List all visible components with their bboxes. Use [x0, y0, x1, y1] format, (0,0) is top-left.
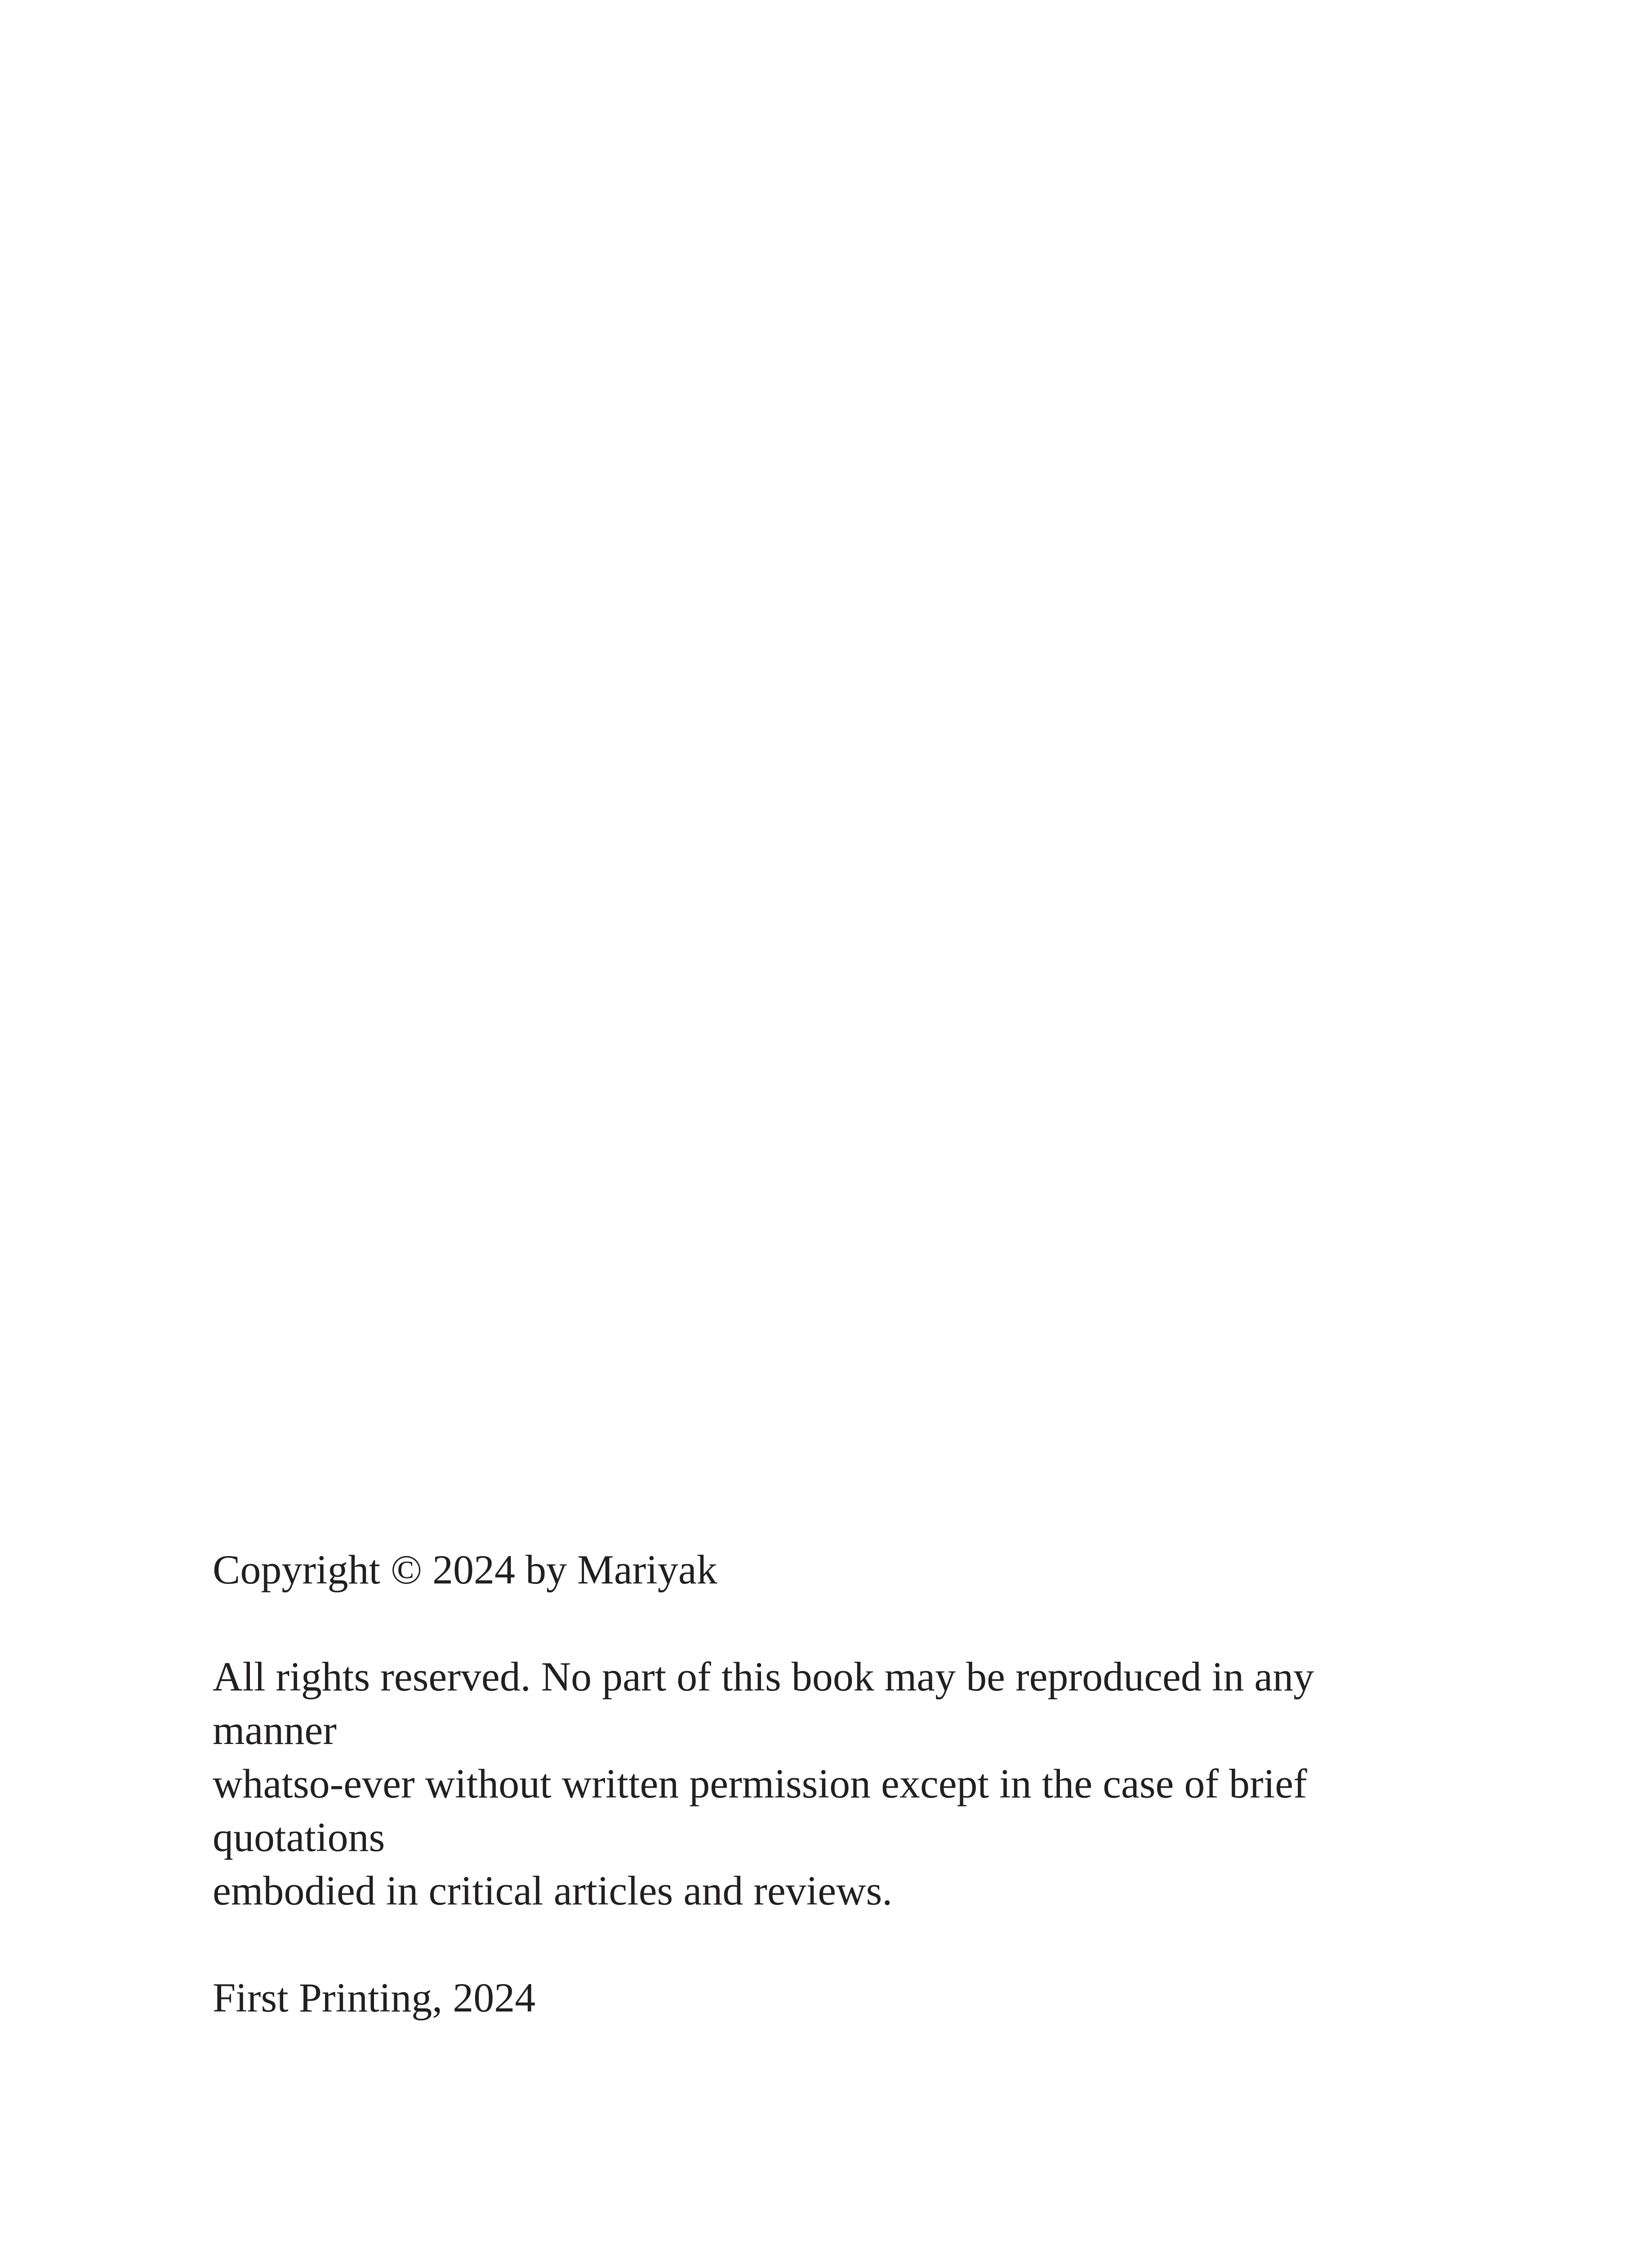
printing-line: First Printing, 2024	[213, 1975, 536, 2021]
rights-line-2: manner	[213, 1707, 337, 1753]
rights-line-1: All rights reserved. No part of this book may be reproduced in any	[213, 1654, 1314, 1699]
rights-line-3: whatso-ever without written permission except in the case of brief	[213, 1761, 1307, 1806]
paragraph-spacer	[213, 1918, 1471, 1971]
copyright-line: Copyright © 2024 by Mariyak	[213, 1547, 717, 1592]
copyright-notice	[213, 1543, 1471, 2025]
rights-line-5: embodied in critical articles and reviews.	[213, 1868, 893, 1913]
paragraph-spacer	[213, 1597, 1471, 1650]
rights-line-4: quotations	[213, 1814, 385, 1860]
